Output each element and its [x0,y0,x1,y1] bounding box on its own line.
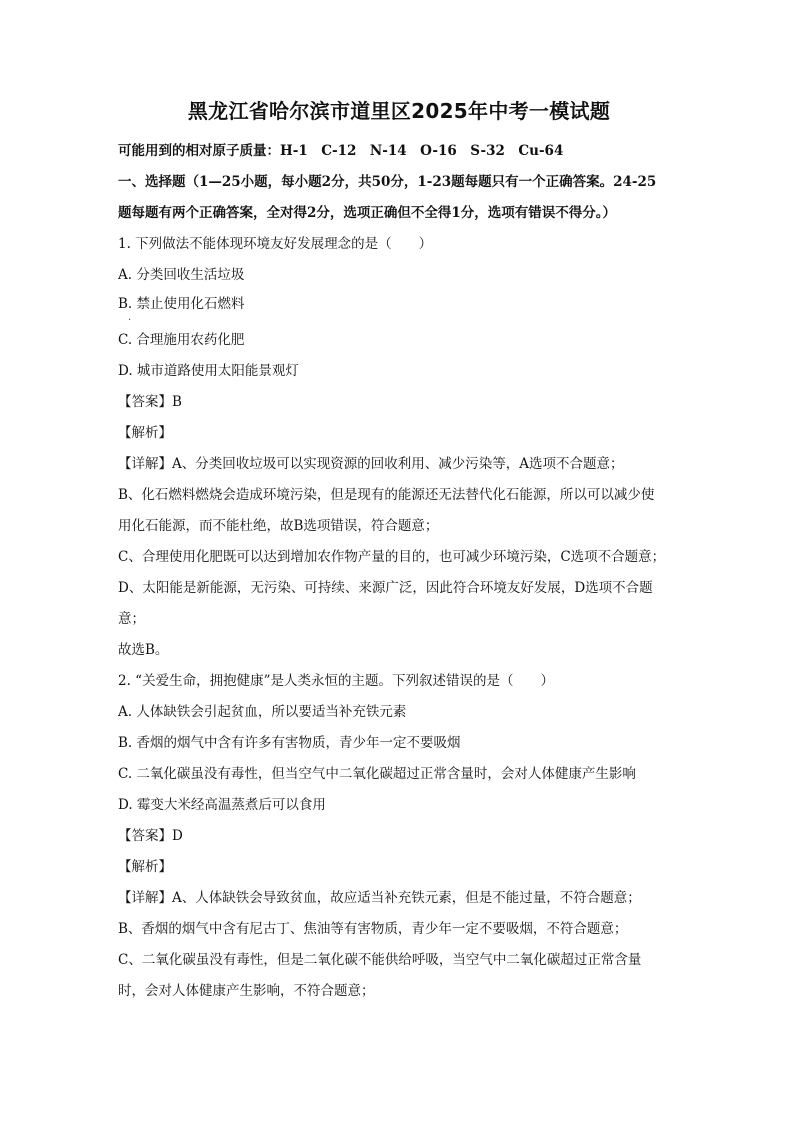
exam-title: 黑龙江省哈尔滨市道里区2025年中考一模试题 [187,99,611,123]
atomic-mass-note: 可能用到的相对原子质量：H-1 C-12 N-14 O-16 S-32 Cu-64 [118,143,564,159]
option-c: C. 合理施用农药化肥 [118,332,245,348]
section-heading-line-1: 一、选择题（1—25小题，每小题2分，共50分，1-23题每题只有一个正确答案。24-25 [118,174,657,190]
detail-line: 时，会对人体健康产生影响，不符合题意； [118,983,375,999]
stray-dot-mark: · [128,315,132,326]
question-1 [118,229,680,666]
detail-line: 用化石能源，而不能杜绝，故B选项错误，符合题意； [118,518,439,534]
option-c: C. 二氧化碳虽没有毒性，但当空气中二氧化碳超过正常含量时，会对人体健康产生影响 [118,766,636,782]
document-page [118,96,680,1007]
detail-line: 【详解】A、人体缺铁会导致贫血，故应适当补充铁元素，但是不能过量，不符合题意； [118,890,641,906]
question-2 [118,666,680,1007]
detail-line: C、二氧化碳虽没有毒性，但是二氧化碳不能供给呼吸，当空气中二氧化碳超过正常含量 [118,952,642,968]
answer: 【答案】B [118,394,182,410]
answer: 【答案】D [118,828,183,844]
conclusion: 故选B。 [118,642,169,658]
detail-line: D、太阳能是新能源，无污染、可持续、来源广泛，因此符合环境友好发展，D选项不合题 [118,580,653,596]
detail-line: B、香烟的烟气中含有尼古丁、焦油等有害物质，青少年一定不要吸烟，不符合题意； [118,921,628,937]
option-d: D. 城市道路使用太阳能景观灯 [118,363,299,379]
option-b: B. 禁止使用化石燃料 [118,296,245,312]
analysis-label: 【解析】 [118,425,172,441]
option-b: B. 香烟的烟气中含有许多有害物质，青少年一定不要吸烟 [118,735,461,751]
analysis-label: 【解析】 [118,859,172,875]
detail-line: C、合理使用化肥既可以达到增加农作物产量的目的，也可减少环境污染，C选项不合题意； [118,549,666,565]
detail-line: 【详解】A、分类回收垃圾可以实现资源的回收利用、减少污染等，A选项不合题意； [118,456,624,472]
section-heading-line-2: 题每题有两个正确答案，全对得2分，选项正确但不全得1分，选项有错误不得分。） [118,205,617,221]
question-stem: 2. “关爱生命，拥抱健康”是人类永恒的主题。下列叙述错误的是（ ） [118,673,554,689]
option-d: D. 霉变大米经高温蒸煮后可以食用 [118,797,326,813]
option-a: A. 人体缺铁会引起贫血，所以要适当补充铁元素 [118,704,407,720]
option-a: A. 分类回收生活垃圾 [118,267,245,283]
detail-line: 意； [118,611,145,627]
question-stem: 1. 下列做法不能体现环境友好发展理念的是（ ） [118,236,433,252]
detail-line: B、化石燃料燃烧会造成环境污染，但是现有的能源还无法替代化石能源，所以可以减少使 [118,487,655,503]
